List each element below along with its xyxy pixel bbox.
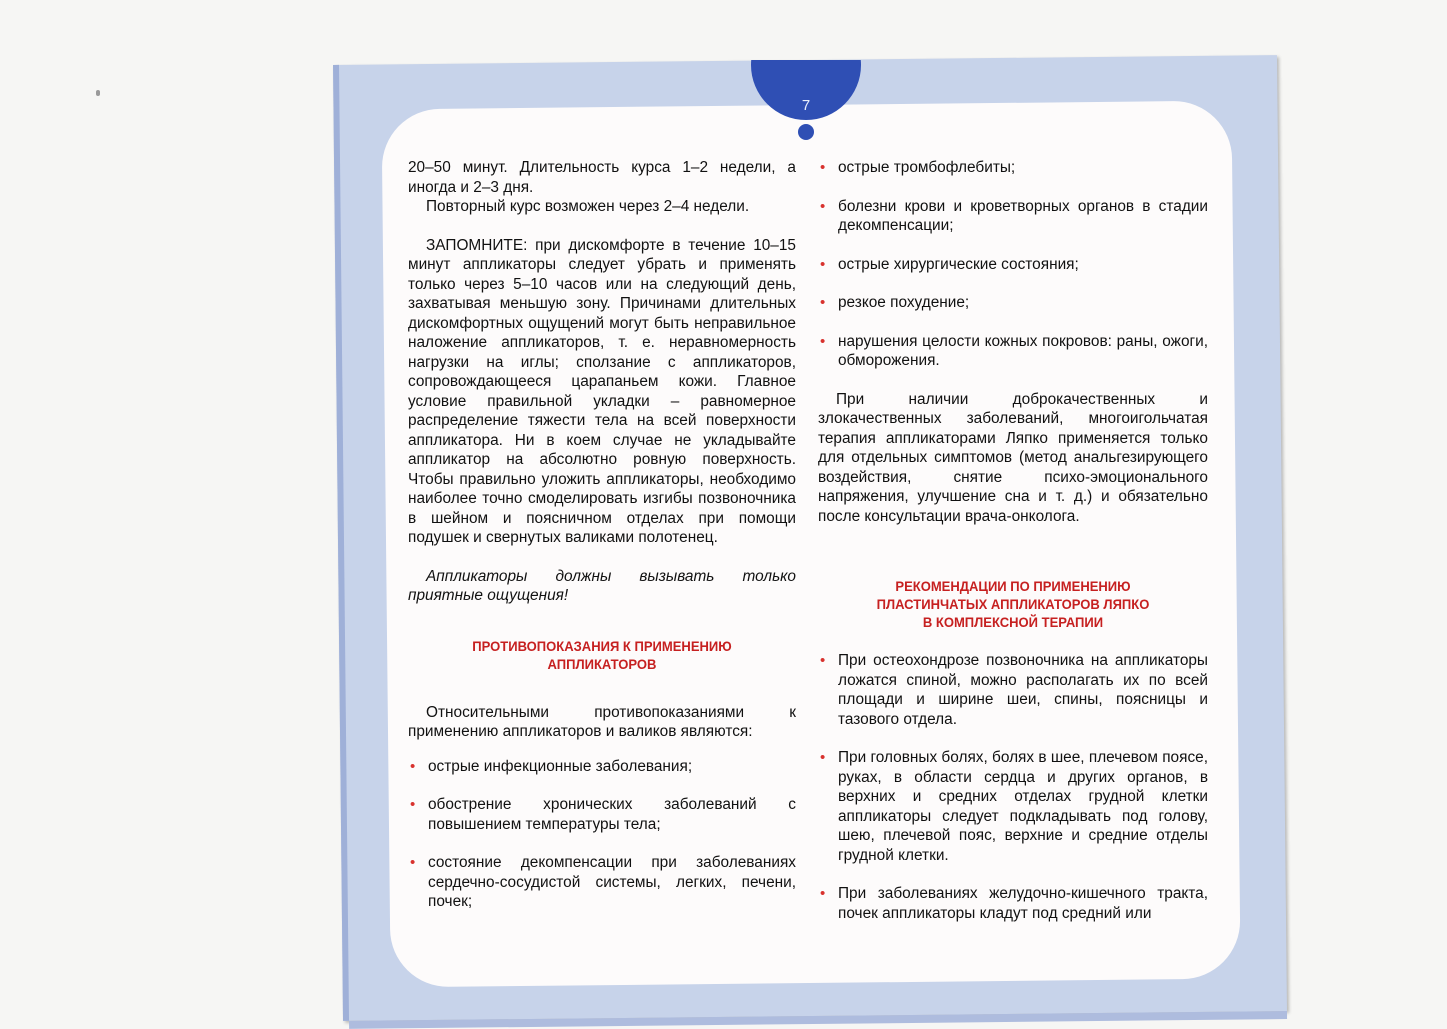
contraindications-list-left xyxy=(408,757,796,912)
list-item: • состояние декомпенсации при заболеваниях сердечно-сосудистой системы, легких, печени, почек; xyxy=(408,853,796,912)
page-dot-icon xyxy=(798,124,814,140)
contraindications-list-right xyxy=(818,158,1208,371)
recommendations-heading-line-2: ПЛАСТИНЧАТЫХ АППЛИКАТОРОВ ЛЯПКО xyxy=(876,596,1150,612)
list-item: • острые инфекционные заболевания; xyxy=(408,757,796,777)
list-item: • острые тромбофлебиты; xyxy=(818,158,1208,178)
right-column xyxy=(818,158,1208,923)
scan-speck xyxy=(96,90,100,96)
list-item: • При головных болях, болях в шее, плечевом поясе, руках, в области сердца и других органов, в верхних и средних отделах грудной клетки аппликаторы следует подкладывать под голову, шею, плечевой пояс, верхние и средние отделы грудной клетки. xyxy=(818,748,1208,865)
recommendations-heading-line-3: В КОМПЛЕКСНОЙ ТЕРАПИИ xyxy=(922,614,1104,630)
left-paragraph-1: 20–50 минут. Длительность курса 1–2 недели, а иногда и 2–3 дня. xyxy=(408,159,796,196)
page-number-badge xyxy=(751,60,861,120)
left-paragraph-remember: ЗАПОМНИТЕ: при дискомфорте в течение 10–15 минут аппликаторы следует убрать и применять только через 5–10 часов или на следующий день, захватывая меньшую зону. Причинами длительных дискомфортных ощущений могут быть неправильное наложение аппликаторов, т. е. неравномерность нагрузки на иглы; сползание с аппликаторов, сопровождающееся царапаньем кожи. Главное условие правильной укладки – равномерное распределение тяжести тела на всей поверхности аппликатора. Ни в коем случае не укладывайте аппликатор на абсолютно ровную поверхность. Чтобы правильно уложить аппликаторы, необходимо наиболее точно смоделировать изгибы позвоночника в шейном и поясничном отделах при помощи подушек и свернутых валиками полотенец. xyxy=(408,236,796,546)
page-number: 7 xyxy=(801,97,811,114)
recommendations-heading xyxy=(818,577,1208,631)
left-column xyxy=(408,158,796,912)
oncology-paragraph: При наличии доброкачественных и злокачественных заболеваний, многоигольчатая терапия аппликаторами Ляпко применяется только для отдельных симптомов (метод анальгезирующего воздействия, снятие психо-эмоционального напряжения, улучшение сна и т. д.) и обязательно после консультации врача-онколога. xyxy=(818,390,1208,525)
list-item: • резкое похудение; xyxy=(818,293,1208,313)
list-item: • При заболеваниях желудочно-кишечного тракта, почек аппликаторы кладут под средний или xyxy=(818,884,1208,923)
page-badge-area xyxy=(338,60,1276,120)
list-item: • нарушения целости кожных покровов: раны, ожоги, обморожения. xyxy=(818,332,1208,371)
left-paragraph-2: Повторный курс возможен через 2–4 недели. xyxy=(426,198,750,215)
list-item: • острые хирургические состояния; xyxy=(818,255,1208,275)
list-item: • При остеохондрозе позвоночника на аппликаторы ложатся спиной, можно располагать их по всей площади и ширине шеи, спины, поясницы и тазового отдела. xyxy=(818,651,1208,729)
list-item: • обострение хронических заболеваний с повышением температуры тела; xyxy=(408,795,796,834)
list-item: • болезни крови и кроветворных органов в стадии декомпенсации; xyxy=(818,197,1208,236)
recommendations-heading-line-1: РЕКОМЕНДАЦИИ ПО ПРИМЕНЕНИЮ xyxy=(895,578,1131,594)
contraindications-heading: ПРОТИВОПОКАЗАНИЯ К ПРИМЕНЕНИЮ АППЛИКАТОРОВ xyxy=(472,637,732,672)
left-paragraph-relative: Относительными противопоказаниями к применению аппликаторов и валиков являются: xyxy=(408,703,796,740)
recommendations-list xyxy=(818,651,1208,923)
left-paragraph-italic: Аппликаторы должны вызывать только приятные ощущения! xyxy=(408,567,796,604)
